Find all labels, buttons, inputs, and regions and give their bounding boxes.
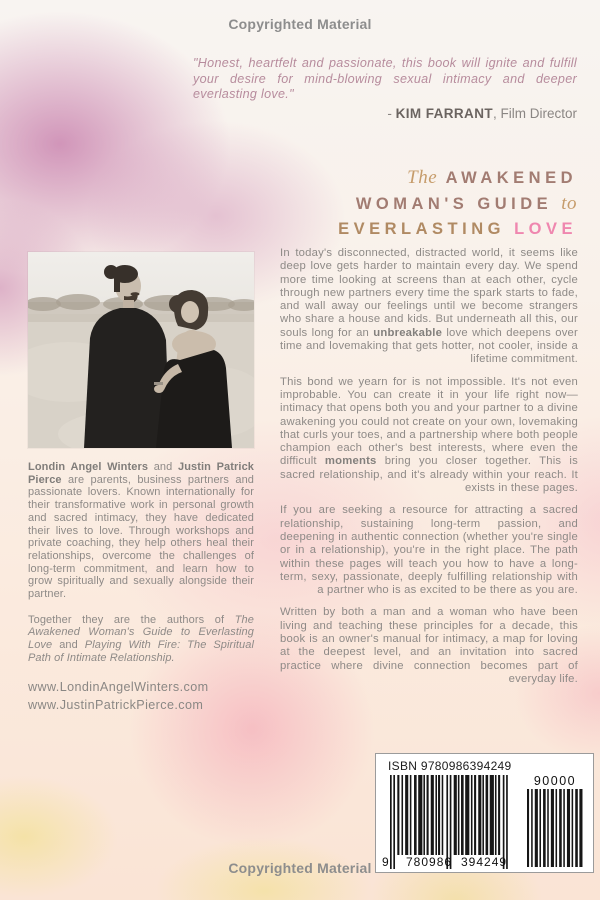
website-url-2: www.JustinPatrickPierce.com <box>28 697 204 712</box>
synopsis-paragraph-2: This bond we yearn for is not impossible. It's not even improbable. You can create it in your life right now—intimacy that opens both you and your partner to a divine awakening you could not create on your own, lovemaking that curls your toes, and a partnership where both people champion each other's best interests, where even the difficult moments bring you closer together. This is sacred relationship, and it's already within your reach. It exists in these pages. <box>280 375 578 495</box>
bio-paragraph: Londin Angel Winters and Justin Patrick Pierce are parents, business partners and passionate lovers. Known internationally for their transformative work in personal growth and sacred intimacy, they have dedicated their lives to love. Through workshops and private coaching, they help others heal their relationships, overcome the challenges of long-term commitment, and learn how to grow spiritually and sexually alongside their partner. <box>28 461 255 601</box>
attribution-name: KIM FARRANT <box>395 106 493 121</box>
author-bio <box>28 461 254 714</box>
title-line-1: The AWAKENED <box>407 167 577 188</box>
synopsis-paragraph-4: Written by both a man and a woman who have been living and teaching these principles for a decade, this book is an owner's manual for intimacy, a map for loving at the deepest level, and an invitation into sacred practice where divine connection becomes part of everyday life. <box>280 606 578 685</box>
author-name-2: Justin Patrick Pierce <box>28 461 255 486</box>
isbn-label: ISBN 9780986394249 <box>388 759 512 773</box>
couple-beach-photo-illustration <box>28 252 254 448</box>
synopsis-paragraph-3: If you are seeking a resource for attracting a sacred relationship, sustaining long-term passion, and deepening in authentic connection (whether you're single or in a relationship), you're in the right place. The path within these pages will teach you how to have a long-term, sexy, passionate, deeply fulfilling relationship with a partner who is as excited to be there as you are. <box>280 504 578 597</box>
supplemental-barcode-bars <box>527 789 583 867</box>
attribution-dash: - <box>387 106 396 121</box>
book-title-reference-2: Playing With Fire: The Spiritual Path of Intimate Relationship. <box>28 639 255 664</box>
testimonial-quote: "Honest, heartfelt and passionate, this book will ignite and fulfill your desire for mind-blowing sexual intimacy and deeper everlasting love." <box>193 56 577 102</box>
ean13-barcode: 9 780986 394249 <box>384 775 514 869</box>
author-name-1: Londin Angel Winters <box>28 461 149 473</box>
testimonial-attribution <box>193 106 577 121</box>
website-url-1: www.LondinAngelWinters.com <box>28 679 209 694</box>
title-line-3: EVERLASTING LOVE <box>338 220 577 238</box>
book-title-reference-1: The Awakened Woman's Guide to Everlasting Love <box>28 613 254 652</box>
title-line-2: WOMAN'S GUIDE to <box>355 193 577 214</box>
books-paragraph: Together they are the authors of The Awakened Woman's Guide to Everlasting Love and Playing With Fire: The Spiritual Path of Intimate Relationship. <box>28 613 255 664</box>
price-code: 90000 <box>533 774 577 788</box>
supplemental-barcode <box>526 775 584 872</box>
author-photo <box>28 252 254 448</box>
copyright-notice-bottom: Copyrighted Material <box>228 860 372 876</box>
book-title <box>338 165 577 242</box>
synopsis <box>280 247 578 695</box>
copyright-notice-top: Copyrighted Material <box>228 16 372 32</box>
barcode-panel <box>375 753 594 873</box>
synopsis-paragraph-1: In today's disconnected, distracted world, it seems like deep love gets harder to maintain every day. We spend more time looking at screens than at each other, cycle through new partners every time the spark starts to fade, and wall away our feelings until we become strangers who share a house and kids. But underneath all this, our souls long for an unbreakable love which deepens over time and lovemaking that gets hotter, not cooler, inside a lifetime commitment. <box>280 247 578 366</box>
attribution-role: , Film Director <box>493 106 577 121</box>
